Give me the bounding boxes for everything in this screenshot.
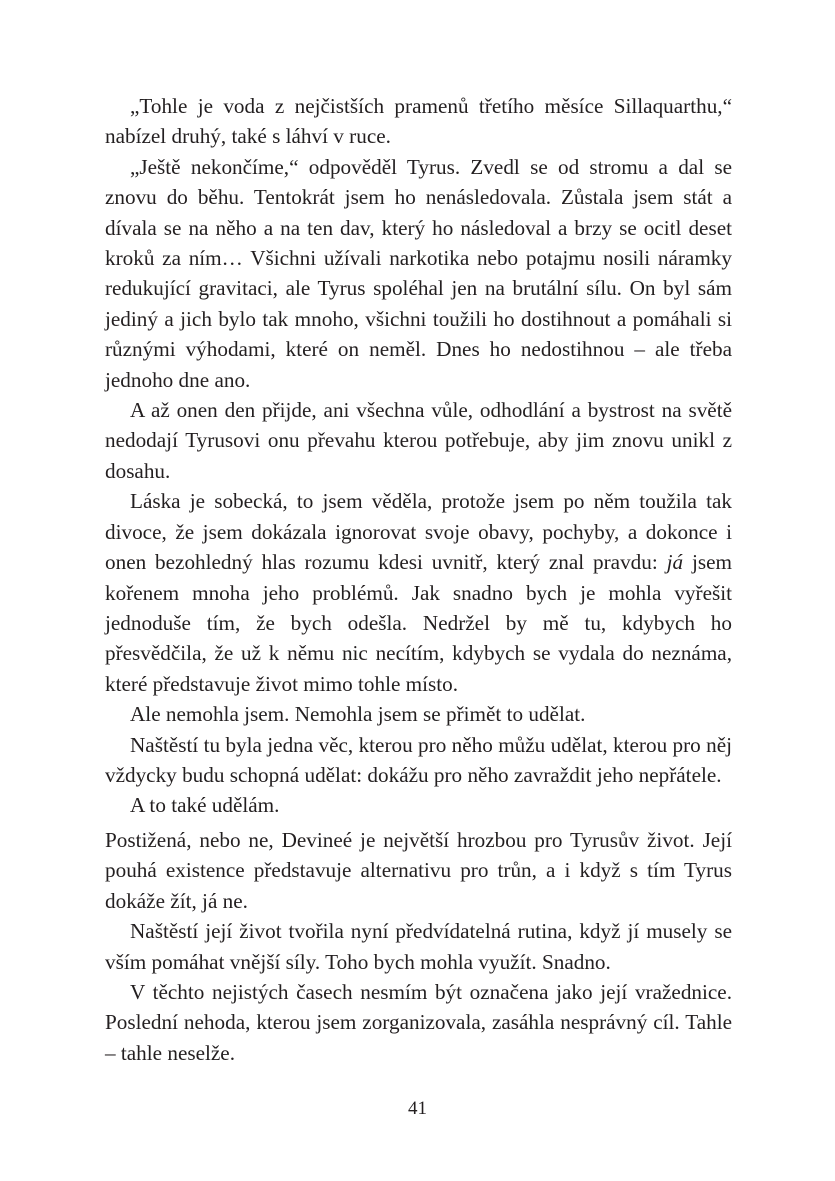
paragraph: Postižená, nebo ne, Devineé je největší hrozbou pro Tyrusův život. Její pouhá existence představuje alternativu pro trůn, a i když s tím Tyrus dokáže žít, já ne. xyxy=(105,828,732,913)
page-number: 41 xyxy=(408,1098,427,1119)
paragraph: „Tohle je voda z nejčistších pramenů třetího měsíce Sillaquarthu,“ nabízel druhý, také s láhví v ruce. xyxy=(105,94,732,149)
paragraph: Ale nemohla jsem. Nemohla jsem se přimět to udělat. xyxy=(130,702,586,727)
paragraph: Naštěstí její život tvořila nyní předvídatelná rutina, když jí musely se vším pomáhat vnější síly. Toho bych mohla využít. Snadno. xyxy=(105,919,732,974)
section-two xyxy=(105,825,732,1068)
paragraph: A až onen den přijde, ani všechna vůle, odhodlání a bystrost na světě nedodají Tyrusovi onu převahu kterou potřebuje, aby jim znovu unikl z dosahu. xyxy=(105,398,732,483)
paragraph: A to také udělám. xyxy=(130,793,280,818)
paragraph: „Ještě nekončíme,“ odpověděl Tyrus. Zvedl se od stromu a dal se znovu do běhu. Tentokrát jsem ho nenásledovala. Zůstala jsem stát a dívala se na něho a na ten dav, který ho následoval a brzy se ocitl deset kroků za ním… Všichni užívali narkotika nebo potajmu nosili náramky redukující gravitaci, ale Tyrus spoléhal jen na brutální sílu. On byl sám jediný a jich bylo tak mnoho, všichni toužili ho dostihnout a pomáhali si různými výhodami, které on neměl. Dnes ho nedostihnou – ale třeba jednoho dne ano. xyxy=(105,154,732,392)
paragraph: V těchto nejistých časech nesmím být označena jako její vražednice. Poslední nehoda, kterou jsem zorganizovala, zasáhla nesprávný cíl. Tahle – tahle neselže. xyxy=(105,980,732,1065)
emphasized-word: já xyxy=(666,550,684,575)
paragraph-text: jsem kořenem mnoha jeho problémů. Jak snadno bych je mohla vyřešit jednoduše tím, že bych odešla. Nedržel by mě tu, kdybych ho přesvědčila, že už k němu nic necítím, kdybych se vydala do neznáma, které představuje život mimo tohle místo. xyxy=(105,550,732,696)
section-one xyxy=(105,91,732,821)
paragraph xyxy=(105,486,732,699)
paragraph: Naštěstí tu byla jedna věc, kterou pro něho můžu udělat, kterou pro něj vždycky budu schopná udělat: dokážu pro něho zavraždit jeho nepřátele. xyxy=(105,732,732,787)
paragraph-text: Láska je sobecká, to jsem věděla, protože jsem po něm toužila tak divoce, že jsem dokázala ignorovat svoje obavy, pochyby, a dokonce i onen bezohledný hlas rozumu kdesi uvnitř, který znal pravdu: xyxy=(105,489,732,575)
